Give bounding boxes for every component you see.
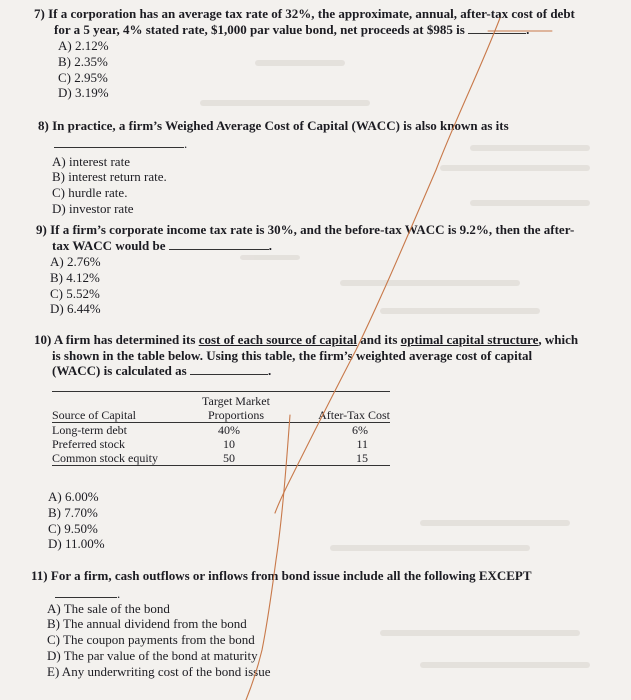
- header-proportions-line2: Proportions: [207, 408, 264, 422]
- question-7-stem-line2: [34, 22, 624, 38]
- question-9-option-d[interactable]: D) 6.44%: [50, 301, 101, 317]
- question-8-option-c[interactable]: C) hurdle rate.: [52, 185, 128, 201]
- question-10-option-c[interactable]: C) 9.50%: [48, 520, 98, 536]
- question-10-text-part3: , which: [538, 332, 579, 347]
- wacc-table-wrapper: [52, 391, 390, 466]
- question-10-text-line2: is shown in the table below. Using this table, the firm’s weighted average cost of capital: [52, 347, 533, 363]
- question-10-stem-line3: [34, 363, 628, 379]
- cell-proportion: 10: [223, 437, 235, 451]
- table-top-rule: [52, 391, 390, 392]
- question-10: [34, 332, 628, 379]
- cell-source: Long-term debt: [52, 423, 127, 437]
- question-7-options: [34, 38, 624, 101]
- question-10-options: [48, 489, 105, 552]
- question-9-options: [36, 254, 626, 317]
- table-header-row: [52, 394, 390, 423]
- question-7-text-line1: If a corporation has an average tax rate of 32%, the approximate, annual, after-tax cost of debt: [48, 6, 575, 21]
- question-8-stem: [38, 118, 618, 134]
- question-7-option-b[interactable]: B) 2.35%: [58, 53, 108, 69]
- cell-source: Preferred stock: [52, 437, 125, 451]
- question-9-stem: [36, 222, 626, 238]
- question-8-option-d[interactable]: D) investor rate: [52, 200, 134, 216]
- question-10-text-part2: and its: [356, 332, 401, 347]
- question-8-blank-line: [38, 136, 618, 152]
- question-11: [31, 568, 627, 679]
- question-9-option-a[interactable]: A) 2.76%: [50, 254, 101, 269]
- question-11-stem: [31, 568, 627, 584]
- question-10-stem: [34, 332, 628, 348]
- question-11-option-e[interactable]: E) Any underwriting cost of the bond issue: [47, 663, 271, 679]
- wacc-table: [52, 394, 390, 466]
- header-cost: After-Tax Cost: [318, 408, 390, 422]
- question-9-option-c[interactable]: C) 5.52%: [50, 285, 100, 301]
- question-10-stem-line2: [34, 348, 628, 364]
- header-source: Source of Capital: [52, 408, 136, 422]
- question-9-stem-line2: [36, 238, 626, 254]
- question-9-answer-blank[interactable]: [169, 249, 269, 250]
- table-row: [52, 423, 390, 437]
- question-10-option-b[interactable]: B) 7.70%: [48, 504, 98, 520]
- header-proportions: [180, 394, 292, 423]
- question-8-options: [38, 154, 618, 217]
- question-10-option-d[interactable]: D) 11.00%: [48, 536, 105, 552]
- question-11-option-d[interactable]: D) The par value of the bond at maturity: [47, 647, 258, 663]
- question-9-text-line2: tax WACC would be: [52, 237, 166, 253]
- question-8-period: .: [184, 135, 188, 151]
- cell-cost: 11: [356, 437, 368, 451]
- question-10-text-line3: (WACC) is calculated as: [52, 363, 187, 378]
- question-8-option-b[interactable]: B) interest return rate.: [52, 169, 167, 185]
- question-9-option-b[interactable]: B) 4.12%: [50, 269, 100, 285]
- question-10-option-a[interactable]: A) 6.00%: [48, 489, 99, 504]
- cell-cost: 15: [356, 451, 368, 465]
- cell-proportion: 50: [223, 451, 235, 465]
- question-9-text-line1: If a firm’s corporate income tax rate is 30%, and the before-tax WACC is 9.2%, then the after-: [50, 222, 575, 237]
- question-7-number: 7): [34, 6, 45, 21]
- question-7-period: .: [526, 21, 530, 37]
- question-7-answer-blank[interactable]: [468, 33, 526, 34]
- question-11-blank-line: [31, 586, 627, 600]
- question-11-answer-blank[interactable]: [55, 597, 117, 598]
- question-10-text-part1: A firm has determined its: [53, 332, 199, 347]
- question-11-text: For a firm, cash outflows or inflows from bond issue include all the following EXCEPT: [50, 568, 532, 583]
- question-7-option-d[interactable]: D) 3.19%: [58, 85, 109, 101]
- question-10-number: 10): [34, 332, 52, 347]
- question-7-text-line2: for a 5 year, 4% stated rate, $1,000 par value bond, net proceeds at $985 is: [54, 21, 465, 37]
- question-10-period: .: [267, 363, 272, 378]
- table-row: [52, 437, 390, 451]
- question-8-text: In practice, a firm’s Weighed Average Cost of Capital (WACC) is also known as its: [52, 118, 509, 133]
- question-8-answer-blank[interactable]: [54, 147, 184, 148]
- header-proportions-line1: Target Market: [202, 394, 270, 408]
- question-9-number: 9): [36, 222, 47, 237]
- question-9-period: .: [268, 237, 273, 253]
- table-row: [52, 451, 390, 466]
- question-11-option-c[interactable]: C) The coupon payments from the bond: [47, 632, 255, 648]
- question-9: [36, 222, 626, 317]
- question-11-options: [31, 601, 627, 680]
- question-11-period: .: [117, 585, 121, 601]
- question-8-option-a[interactable]: A) interest rate: [52, 153, 130, 169]
- question-10-underline-cost: cost of each source of capital: [198, 332, 357, 347]
- question-8: [38, 118, 618, 217]
- cell-source: Common stock equity: [52, 451, 158, 465]
- question-7-option-c[interactable]: C) 2.95%: [58, 69, 108, 85]
- question-11-option-a[interactable]: A) The sale of the bond: [47, 600, 170, 616]
- question-10-underline-structure: optimal capital structure: [400, 332, 539, 347]
- question-7-option-a[interactable]: A) 2.12%: [58, 38, 109, 53]
- question-8-number: 8): [38, 118, 49, 133]
- question-10-answer-blank[interactable]: [190, 374, 268, 375]
- question-11-option-b[interactable]: B) The annual dividend from the bond: [47, 616, 247, 632]
- question-7-stem: [34, 6, 624, 22]
- cell-cost: 6%: [352, 423, 368, 437]
- question-7: [34, 6, 624, 101]
- cell-proportion: 40%: [218, 423, 240, 437]
- question-11-number: 11): [31, 568, 48, 583]
